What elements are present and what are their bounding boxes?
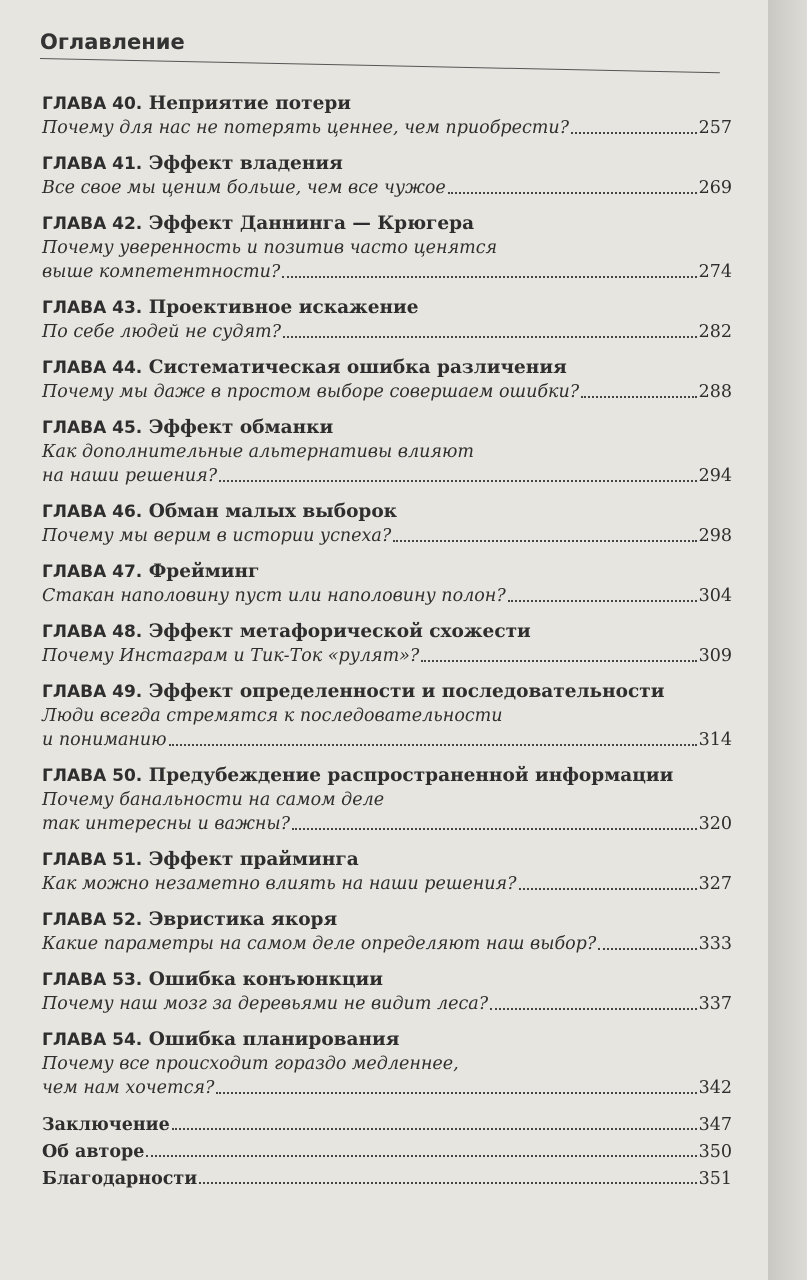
- page-number: 269: [698, 178, 732, 198]
- toc-chapter: [42, 500, 732, 548]
- chapter-subtitle-line: [42, 116, 732, 140]
- dot-leader: [421, 660, 696, 662]
- chapter-subtitle: Какие параметры на самом деле определяют наш выбор?: [42, 934, 597, 954]
- chapter-subtitle-line: [42, 464, 732, 488]
- chapter-subtitle-line: [42, 728, 732, 752]
- chapter-title: Предубеждение распространенной информации: [148, 765, 674, 786]
- chapter-number: ГЛАВА 49.: [42, 682, 143, 702]
- chapter-heading: [42, 560, 732, 584]
- chapter-subtitle: Почему Инстаграм и Тик-Ток «рулят»?: [42, 646, 420, 666]
- chapter-heading: [42, 152, 732, 176]
- dot-leader: [172, 1128, 697, 1130]
- back-matter-item: [42, 1166, 732, 1193]
- chapter-heading: [42, 680, 732, 704]
- chapter-subtitle: так интересны и важны?: [42, 814, 290, 834]
- chapter-subtitle-line: [42, 584, 732, 608]
- page-number: 314: [698, 730, 732, 750]
- page-number: 350: [698, 1142, 732, 1162]
- toc-chapter: [42, 296, 732, 344]
- dot-leader: [169, 744, 697, 746]
- chapter-number: ГЛАВА 53.: [42, 970, 143, 990]
- chapter-heading: [42, 296, 732, 320]
- chapter-title: Эффект определенности и последовательности: [148, 681, 665, 702]
- chapter-subtitle: По себе людей не судят?: [42, 322, 282, 342]
- back-matter-title: Заключение: [42, 1115, 170, 1135]
- chapter-number: ГЛАВА 51.: [42, 850, 143, 870]
- chapter-title: Эффект Даннинга — Крюгера: [148, 213, 475, 234]
- back-matter-item: [42, 1112, 732, 1139]
- chapter-subtitle: Почему наш мозг за деревьями не видит леса?: [42, 994, 489, 1014]
- dot-leader: [581, 396, 696, 398]
- toc-chapter: [42, 764, 732, 836]
- chapter-number: ГЛАВА 45.: [42, 418, 143, 438]
- page-number: 257: [698, 118, 732, 138]
- page-number: 327: [698, 874, 732, 894]
- chapter-number: ГЛАВА 44.: [42, 358, 143, 378]
- chapter-subtitle-line: Почему уверенность и позитив часто ценятся: [42, 238, 498, 258]
- chapter-subtitle-line: [42, 644, 732, 668]
- chapter-number: ГЛАВА 50.: [42, 766, 143, 786]
- chapter-subtitle: Почему мы даже в простом выборе совершаем ошибки?: [42, 382, 580, 402]
- page-header: [40, 30, 730, 59]
- chapter-subtitle-line: [42, 872, 732, 896]
- chapter-number: ГЛАВА 42.: [42, 214, 143, 234]
- chapter-subtitle: Все свое мы ценим больше, чем все чужое: [42, 178, 446, 198]
- page-number: 342: [698, 1078, 732, 1098]
- back-matter-title: Об авторе: [42, 1142, 145, 1162]
- chapter-heading: [42, 1028, 732, 1052]
- header-divider: [40, 58, 720, 73]
- chapter-subtitle-line: [42, 1076, 732, 1100]
- chapter-title: Неприятие потери: [148, 93, 351, 114]
- toc-chapter: [42, 968, 732, 1016]
- toc-chapter: [42, 416, 732, 488]
- chapter-number: ГЛАВА 52.: [42, 910, 143, 930]
- chapter-number: ГЛАВА 41.: [42, 154, 143, 174]
- chapter-title: Ошибка планирования: [148, 1029, 400, 1050]
- chapter-subtitle-line: [42, 524, 732, 548]
- chapter-number: ГЛАВА 48.: [42, 622, 143, 642]
- page-number: 304: [698, 586, 732, 606]
- page-number: 351: [698, 1169, 732, 1189]
- chapter-title: Эффект метафорической схожести: [148, 621, 531, 642]
- toc-chapter: [42, 680, 732, 752]
- chapter-subtitle: Стакан наполовину пуст или наполовину полон?: [42, 586, 506, 606]
- toc-chapter: [42, 560, 732, 608]
- chapter-subtitle-line: Почему банальности на самом деле: [42, 790, 385, 810]
- chapter-subtitle-line: [42, 932, 732, 956]
- toc-chapter: [42, 908, 732, 956]
- next-page-edge: [768, 0, 807, 1280]
- page-number: 333: [698, 934, 732, 954]
- chapter-subtitle: на наши решения?: [42, 466, 218, 486]
- toc-chapter: [42, 1028, 732, 1100]
- chapter-heading: [42, 968, 732, 992]
- toc-chapter: [42, 92, 732, 140]
- chapter-heading: [42, 908, 732, 932]
- toc-chapter: [42, 152, 732, 200]
- chapter-heading: [42, 500, 732, 524]
- page-number: 337: [698, 994, 732, 1014]
- dot-leader: [519, 888, 697, 890]
- chapter-subtitle-line: Почему все происходит гораздо медленнее,: [42, 1054, 459, 1074]
- page-number: 309: [698, 646, 732, 666]
- chapter-heading: [42, 92, 732, 116]
- dot-leader: [508, 600, 697, 602]
- chapter-subtitle-line: Люди всегда стремятся к последовательности: [42, 706, 503, 726]
- chapter-heading: [42, 416, 732, 440]
- chapter-number: ГЛАВА 40.: [42, 94, 143, 114]
- chapter-heading: [42, 848, 732, 872]
- page-number: 347: [698, 1115, 732, 1135]
- chapter-title: Эффект владения: [148, 153, 343, 174]
- chapter-title: Эффект прайминга: [148, 849, 359, 870]
- chapter-subtitle-line: [42, 320, 732, 344]
- chapter-subtitle-line: Как дополнительные альтернативы влияют: [42, 442, 474, 462]
- page-number: 320: [698, 814, 732, 834]
- chapter-number: ГЛАВА 54.: [42, 1030, 143, 1050]
- chapter-subtitle-line: [42, 992, 732, 1016]
- chapter-subtitle-line: [42, 176, 732, 200]
- chapter-subtitle: Как можно незаметно влиять на наши решения?: [42, 874, 517, 894]
- chapter-title: Проективное искажение: [148, 297, 419, 318]
- dot-leader: [448, 192, 697, 194]
- dot-leader: [598, 948, 696, 950]
- chapter-title: Обман малых выборок: [148, 501, 398, 522]
- back-matter-title: Благодарности: [42, 1169, 198, 1189]
- chapter-title: Ошибка конъюнкции: [148, 969, 383, 990]
- table-of-contents: [42, 92, 732, 1193]
- page-title: Оглавление: [40, 30, 185, 54]
- page-number: 282: [698, 322, 732, 342]
- page-number: 294: [698, 466, 732, 486]
- dot-leader: [219, 480, 696, 482]
- chapter-title: Эффект обманки: [148, 417, 334, 438]
- chapter-heading: [42, 620, 732, 644]
- chapter-heading: [42, 212, 732, 236]
- chapter-subtitle: и пониманию: [42, 730, 167, 750]
- chapter-number: ГЛАВА 46.: [42, 502, 143, 522]
- chapter-title: Фрейминг: [148, 561, 260, 582]
- chapter-subtitle-line: [42, 812, 732, 836]
- chapter-number: ГЛАВА 43.: [42, 298, 143, 318]
- toc-chapter: [42, 212, 732, 284]
- chapter-title: Систематическая ошибка различения: [148, 357, 567, 378]
- dot-leader: [282, 276, 696, 278]
- chapter-subtitle-line: [42, 260, 732, 284]
- dot-leader: [571, 132, 697, 134]
- dot-leader: [283, 336, 697, 338]
- dot-leader: [393, 540, 696, 542]
- toc-chapter: [42, 848, 732, 896]
- dot-leader: [216, 1092, 696, 1094]
- toc-chapter: [42, 620, 732, 668]
- dot-leader: [146, 1155, 696, 1157]
- page-number: 298: [698, 526, 732, 546]
- chapter-subtitle: чем нам хочется?: [42, 1078, 215, 1098]
- page-number: 288: [698, 382, 732, 402]
- chapter-subtitle: выше компетентности?: [42, 262, 281, 282]
- dot-leader: [199, 1182, 696, 1184]
- chapter-heading: [42, 356, 732, 380]
- toc-chapter: [42, 356, 732, 404]
- chapter-heading: [42, 764, 732, 788]
- dot-leader: [292, 828, 697, 830]
- chapter-number: ГЛАВА 47.: [42, 562, 143, 582]
- dot-leader: [490, 1008, 697, 1010]
- chapter-subtitle: Почему мы верим в истории успеха?: [42, 526, 392, 546]
- chapter-subtitle: Почему для нас не потерять ценнее, чем приобрести?: [42, 118, 569, 138]
- page-number: 274: [698, 262, 732, 282]
- chapter-title: Эвристика якоря: [148, 909, 338, 930]
- chapter-subtitle-line: [42, 380, 732, 404]
- back-matter-item: [42, 1139, 732, 1166]
